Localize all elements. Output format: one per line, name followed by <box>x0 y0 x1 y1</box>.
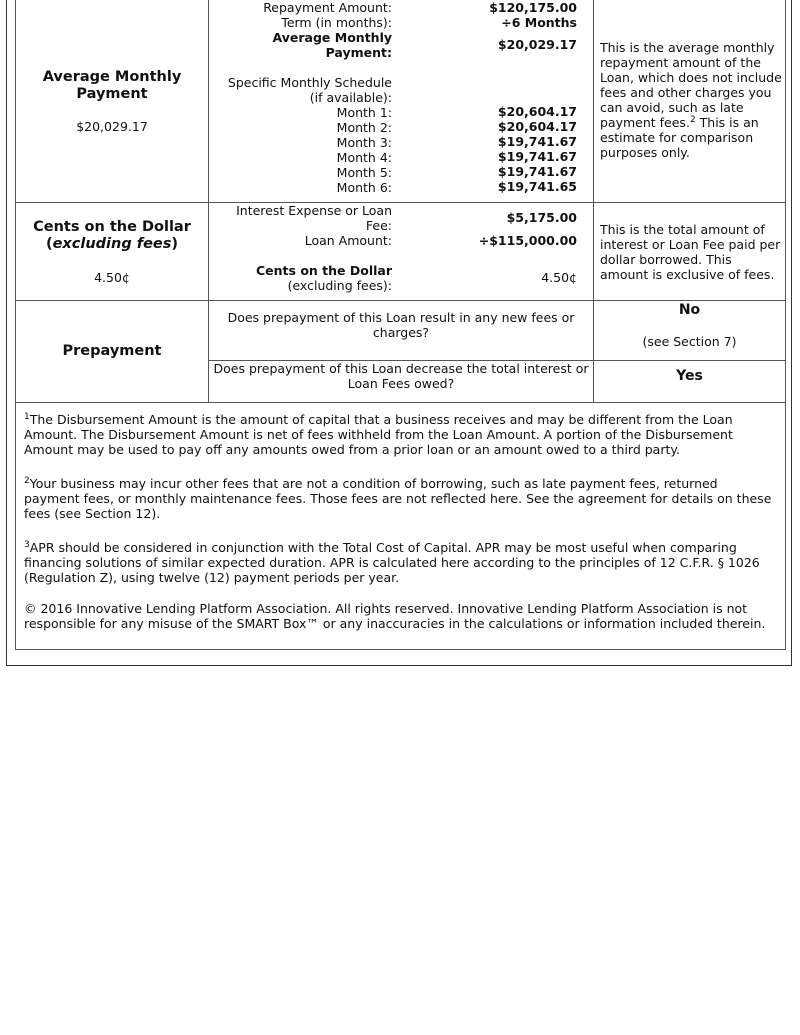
loan-amount-value: ÷$115,000.00 <box>478 233 577 248</box>
month-label: Month 4: <box>336 150 392 165</box>
avg-calc-average: $20,029.17 <box>497 37 577 52</box>
month-label: Month 6: <box>336 180 392 195</box>
prepay-question-1: Does prepayment of this Loan result in any new fees or charges? <box>227 310 575 340</box>
avg-label-2: Payment: <box>325 45 392 60</box>
schedule-label-2: (if available): <box>309 90 392 105</box>
row-divider <box>15 402 786 403</box>
schedule-label: Specific Monthly Schedule <box>227 75 392 90</box>
col-divider <box>208 0 209 402</box>
cod-value: 4.50¢ <box>541 270 577 285</box>
month-value: $19,741.67 <box>497 134 577 149</box>
copyright-notice: © 2016 Innovative Lending Platform Association. All rights reserved. Innovative Lending Platform Association is not responsible for any misuse of the SMART Box™ or any inaccuracies in the calculations or information included therein. <box>24 601 766 631</box>
schedule-values <box>400 104 577 194</box>
avg-payment-value: $20,029.17 <box>76 119 148 134</box>
prepay-answer-2: Yes <box>676 368 703 384</box>
footnote-3: $^3$APR should be considered in conjunction with the Total Cost of Capital. APR may be most useful when comparing financing solutions of similar expected duration. APR is calculated here according to the principles of 12 C.F.R. § 1026 (Regulation Z), using twelve (12) payment periods per year. <box>24 540 760 585</box>
cents-explanation: This is the total amount of interest or Loan Fee paid per dollar borrowed. This amount is exclusive of fees. <box>600 222 781 282</box>
avg-label: Average Monthly <box>272 30 392 45</box>
footnote-2: $^2$Your business may incur other fees that are not a condition of borrowing, such as late payment fees, returned payment fees, or monthly maintenance fees. Those fees are not reflected here. See the agreement for details on these fees (see Section 12). <box>24 476 772 521</box>
month-label: Month 2: <box>336 120 392 135</box>
month-value: $20,604.17 <box>497 119 577 134</box>
month-value: $19,741.67 <box>497 149 577 164</box>
footnote-ref: 2 <box>689 115 696 125</box>
interest-value: $5,175.00 <box>506 210 577 225</box>
repayment-amount-label: Repayment Amount: <box>263 0 392 15</box>
prepay-answer-1-note: (see Section 7) <box>642 334 737 349</box>
cents-heading: Cents on the Dollar (excluding fees) <box>33 219 191 252</box>
row-divider <box>15 202 786 203</box>
footnote-1: $^1$The Disbursement Amount is the amount of capital that a business receives and may be different from the Loan Amount. The Disbursement Amount is net of fees withheld from the Loan Amount. A portion of the Disbursement Amount may be used to pay off any amounts owed from a prior loan or an amount owed to a third party. <box>24 412 733 457</box>
term-value: ÷6 Months <box>501 15 577 30</box>
month-label: Month 5: <box>336 165 392 180</box>
prepay-answer-1: No <box>678 302 701 318</box>
avg-calc-labels <box>210 0 392 195</box>
prepay-question-2: Does prepayment of this Loan decrease the total interest or Loan Fees owed? <box>213 361 589 391</box>
month-value: $19,741.65 <box>497 179 577 194</box>
term-label: Term (in months): <box>281 15 392 30</box>
avg-calc-values <box>400 0 577 30</box>
month-value: $19,741.67 <box>497 164 577 179</box>
cents-value: 4.50¢ <box>94 270 130 285</box>
row-divider <box>15 300 786 301</box>
avg-payment-heading: Average Monthly Payment <box>42 69 182 102</box>
month-label: Month 3: <box>336 135 392 150</box>
month-label: Month 1: <box>336 105 392 120</box>
prepayment-heading: Prepayment <box>62 343 162 359</box>
repayment-amount-value: $120,175.00 <box>489 0 577 15</box>
cents-calc-labels: Interest Expense or Loan Fee: Loan Amount: Cents on the Dollar (excluding fees): <box>236 203 392 293</box>
avg-payment-explanation: This is the average monthly repayment amount of the Loan, which does not include fees and other charges you can avoid, such as late payment fees.$^2$ This is an estimate for comparison purposes only. <box>600 40 782 160</box>
month-value: $20,604.17 <box>497 104 577 119</box>
